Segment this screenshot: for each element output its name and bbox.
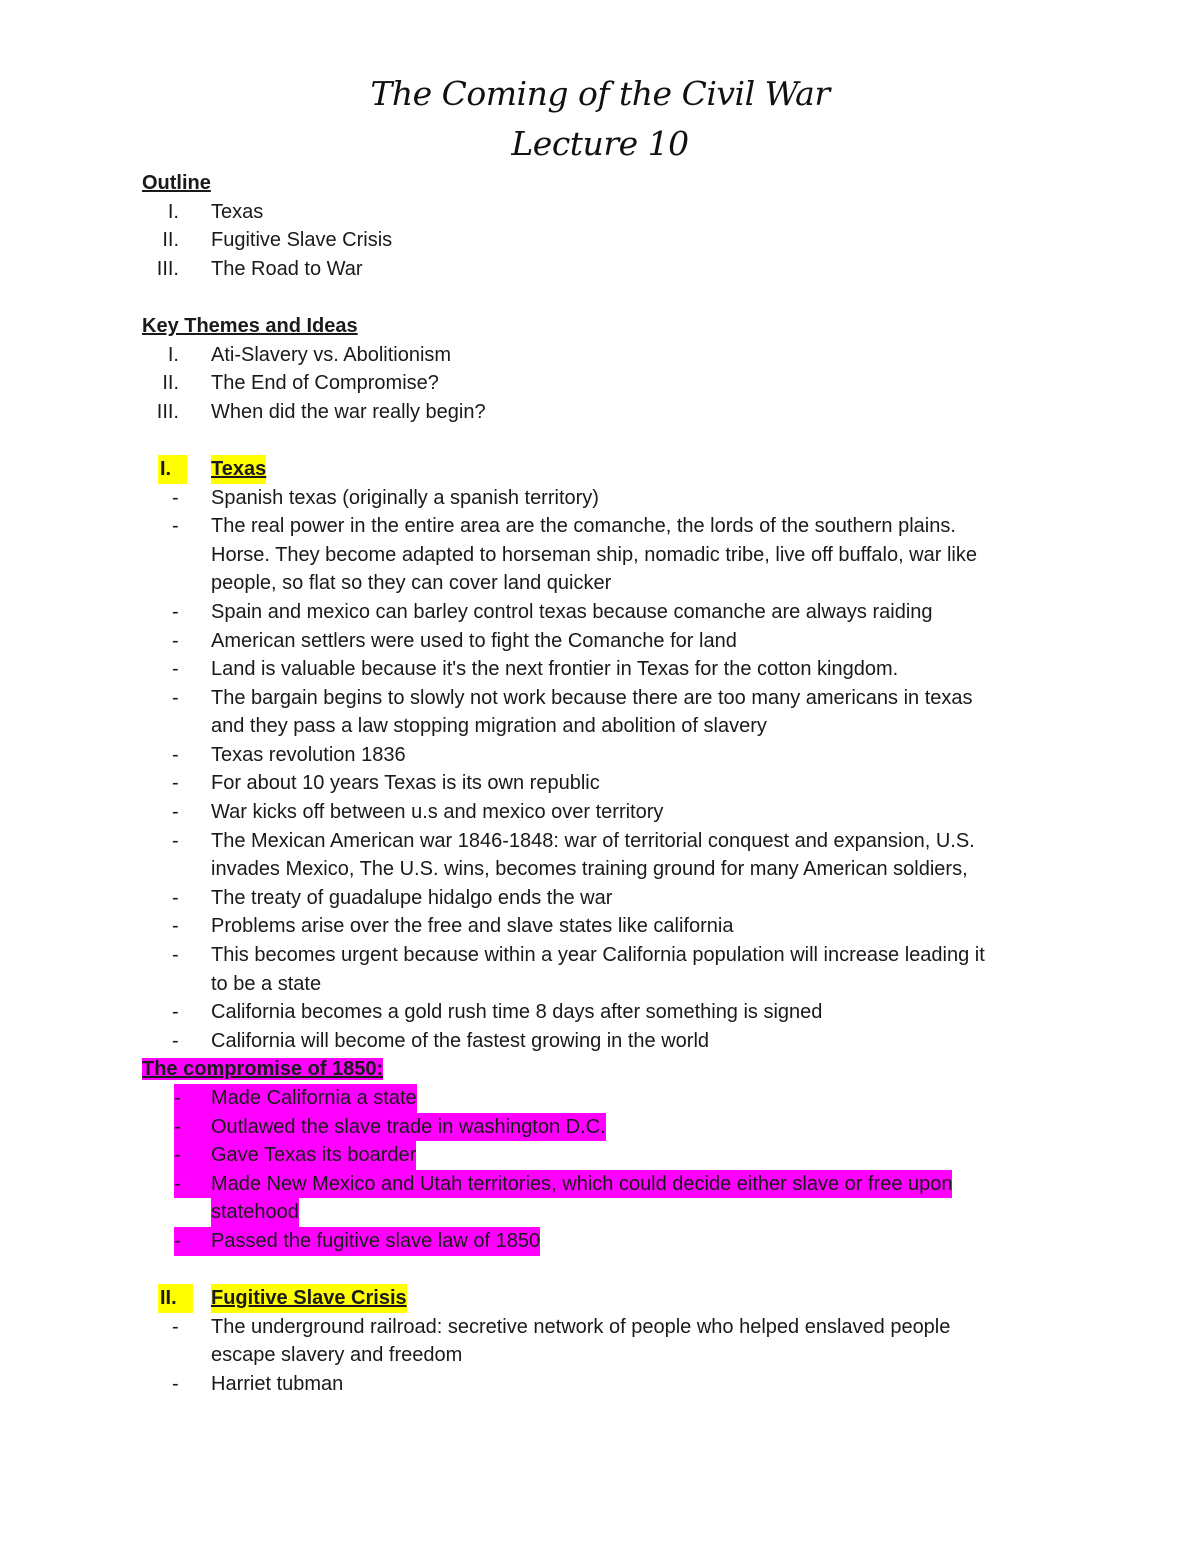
bullet-text: Harriet tubman: [211, 1372, 344, 1395]
compromise-heading: The compromise of 1850:: [142, 1058, 384, 1081]
bullet-text: The Mexican American war 1846-1848: war of territorial conquest and expansion, U.S.: [211, 829, 975, 852]
bullet-text: Problems arise over the free and slave states like california: [211, 915, 734, 938]
bullet-text: This becomes urgent because within a year California population will increase leading it: [211, 944, 985, 967]
bullet-text: Outlawed the slave trade in washington D.C.: [211, 1113, 606, 1142]
bullet-line: [142, 1113, 1062, 1142]
bullet-text: California will become of the fastest growing in the world: [211, 1029, 710, 1052]
list-number: I.: [167, 200, 179, 223]
theme-item: [142, 341, 1062, 370]
section-heading-texas: Texas: [211, 455, 266, 484]
list-number: II.: [162, 229, 179, 252]
list-number: II.: [162, 372, 179, 395]
bullet-text: to be a state: [211, 972, 322, 995]
bullet-line: [142, 1027, 1062, 1056]
bullet-line: [142, 798, 1062, 827]
bullet-dash: -: [172, 886, 179, 909]
bullet-dash: -: [172, 829, 179, 852]
bullet-line: [142, 884, 1062, 913]
text-line: [142, 455, 1062, 484]
bullet-line: [142, 655, 1062, 684]
outline-heading: Outline: [142, 172, 211, 194]
bullet-line: [142, 998, 1062, 1027]
bullet-dash: -: [172, 1315, 179, 1338]
bullet-text: Spanish texas (originally a spanish territory): [211, 486, 599, 509]
bullet-line: [142, 569, 1062, 598]
bullet-text: Horse. They become adapted to horseman ship, nomadic tribe, live off buffalo, war like: [211, 543, 977, 566]
bullet-dash: -: [172, 944, 179, 967]
bullet-line: [142, 512, 1062, 541]
bullet-text: Made California a state: [211, 1084, 417, 1113]
bullet-text: Passed the fugitive slave law of 1850: [211, 1227, 540, 1256]
text-line: [142, 1284, 1062, 1313]
bullet-dash: -: [172, 515, 179, 538]
bullet-text: Texas revolution 1836: [211, 743, 406, 766]
bullet-line: [142, 912, 1062, 941]
list-item-text: The Road to War: [211, 257, 363, 280]
bullet-text: statehood: [211, 1198, 299, 1227]
bullet-line: [142, 970, 1062, 999]
bullet-line: [142, 1084, 1062, 1113]
bullet-line: [142, 827, 1062, 856]
bullet-line: [142, 684, 1062, 713]
bullet-text: Gave Texas its boarder: [211, 1141, 416, 1170]
bullet-line: [142, 484, 1062, 513]
theme-item: [142, 369, 1062, 398]
list-number: III.: [156, 400, 179, 423]
bullet-line: [142, 712, 1062, 741]
bullet-text: California becomes a gold rush time 8 days after something is signed: [211, 1001, 823, 1024]
bullet-line: [142, 541, 1062, 570]
bullet-dash: -: [172, 801, 179, 824]
page-subtitle: Lecture 10: [511, 124, 689, 163]
section-heading-fugitive: Fugitive Slave Crisis: [211, 1284, 407, 1313]
bullet-dash: -: [174, 1084, 211, 1113]
bullet-line: [142, 941, 1062, 970]
bullet-text: people, so flat so they can cover land quicker: [211, 572, 612, 595]
bullet-dash: -: [172, 686, 179, 709]
bullet-text: Land is valuable because it's the next frontier in Texas for the cotton kingdom.: [211, 658, 899, 681]
outline-item: [142, 255, 1062, 284]
bullet-line: [142, 1141, 1062, 1170]
bullet-text: For about 10 years Texas is its own republic: [211, 772, 600, 795]
themes-heading: Key Themes and Ideas: [142, 314, 358, 337]
bullet-line: [142, 1370, 1062, 1399]
bullet-line: [142, 741, 1062, 770]
bullet-text: War kicks off between u.s and mexico over territory: [211, 801, 664, 824]
bullet-text: The bargain begins to slowly not work because there are too many americans in texas: [211, 686, 973, 709]
spacer: [142, 283, 1062, 312]
bullet-dash: -: [172, 486, 179, 509]
bullet-dash: -: [172, 915, 179, 938]
section-number: I.: [158, 455, 187, 484]
bullet-dash: -: [172, 629, 179, 652]
bullet-dash: -: [172, 658, 179, 681]
list-item-text: Ati-Slavery vs. Abolitionism: [211, 343, 452, 366]
list-item-text: When did the war really begin?: [211, 400, 486, 423]
bullet-dash: -: [174, 1227, 211, 1256]
page-title: The Coming of the Civil War: [370, 74, 830, 113]
document-body: [142, 169, 1062, 1399]
bullet-line: [142, 1341, 1062, 1370]
list-item-text: Texas: [211, 200, 264, 223]
bullet-line: [142, 1227, 1062, 1256]
outline-item: [142, 226, 1062, 255]
section-number: II.: [158, 1284, 193, 1313]
bullet-line: [142, 1313, 1062, 1342]
bullet-text: Spain and mexico can barley control texas because comanche are always raiding: [211, 600, 933, 623]
bullet-text: American settlers were used to fight the Comanche for land: [211, 629, 737, 652]
spacer: [142, 1256, 1062, 1285]
bullet-line: [142, 855, 1062, 884]
bullet-dash: -: [172, 1001, 179, 1024]
bullet-text: and they pass a law stopping migration and abolition of slavery: [211, 715, 767, 738]
theme-item: [142, 398, 1062, 427]
spacer: [142, 426, 1062, 455]
bullet-text: escape slavery and freedom: [211, 1344, 463, 1367]
bullet-dash: -: [172, 743, 179, 766]
outline-item: [142, 198, 1062, 227]
text-line: [142, 169, 1062, 198]
text-line: [142, 1055, 1062, 1084]
bullet-text: Made New Mexico and Utah territories, which could decide either slave or free upon: [211, 1170, 952, 1199]
bullet-text: The real power in the entire area are the comanche, the lords of the southern plains.: [211, 515, 956, 538]
bullet-text: invades Mexico, The U.S. wins, becomes training ground for many American soldiers,: [211, 858, 968, 881]
list-item-text: Fugitive Slave Crisis: [211, 229, 393, 252]
bullet-dash: -: [174, 1170, 211, 1199]
bullet-dash: -: [174, 1141, 211, 1170]
bullet-line: [142, 769, 1062, 798]
bullet-text: The treaty of guadalupe hidalgo ends the war: [211, 886, 613, 909]
bullet-line: [142, 627, 1062, 656]
bullet-dash: -: [172, 1372, 179, 1395]
bullet-line: [142, 1170, 1062, 1199]
bullet-dash: -: [172, 600, 179, 623]
bullet-line: [142, 598, 1062, 627]
bullet-dash: -: [172, 1029, 179, 1052]
text-line: [142, 312, 1062, 341]
list-number: III.: [156, 257, 179, 280]
list-item-text: The End of Compromise?: [211, 372, 439, 395]
bullet-text: The underground railroad: secretive network of people who helped enslaved people: [211, 1315, 951, 1338]
bullet-dash: -: [174, 1113, 211, 1142]
list-number: I.: [167, 343, 179, 366]
bullet-line: [142, 1198, 1062, 1227]
bullet-dash: -: [172, 772, 179, 795]
